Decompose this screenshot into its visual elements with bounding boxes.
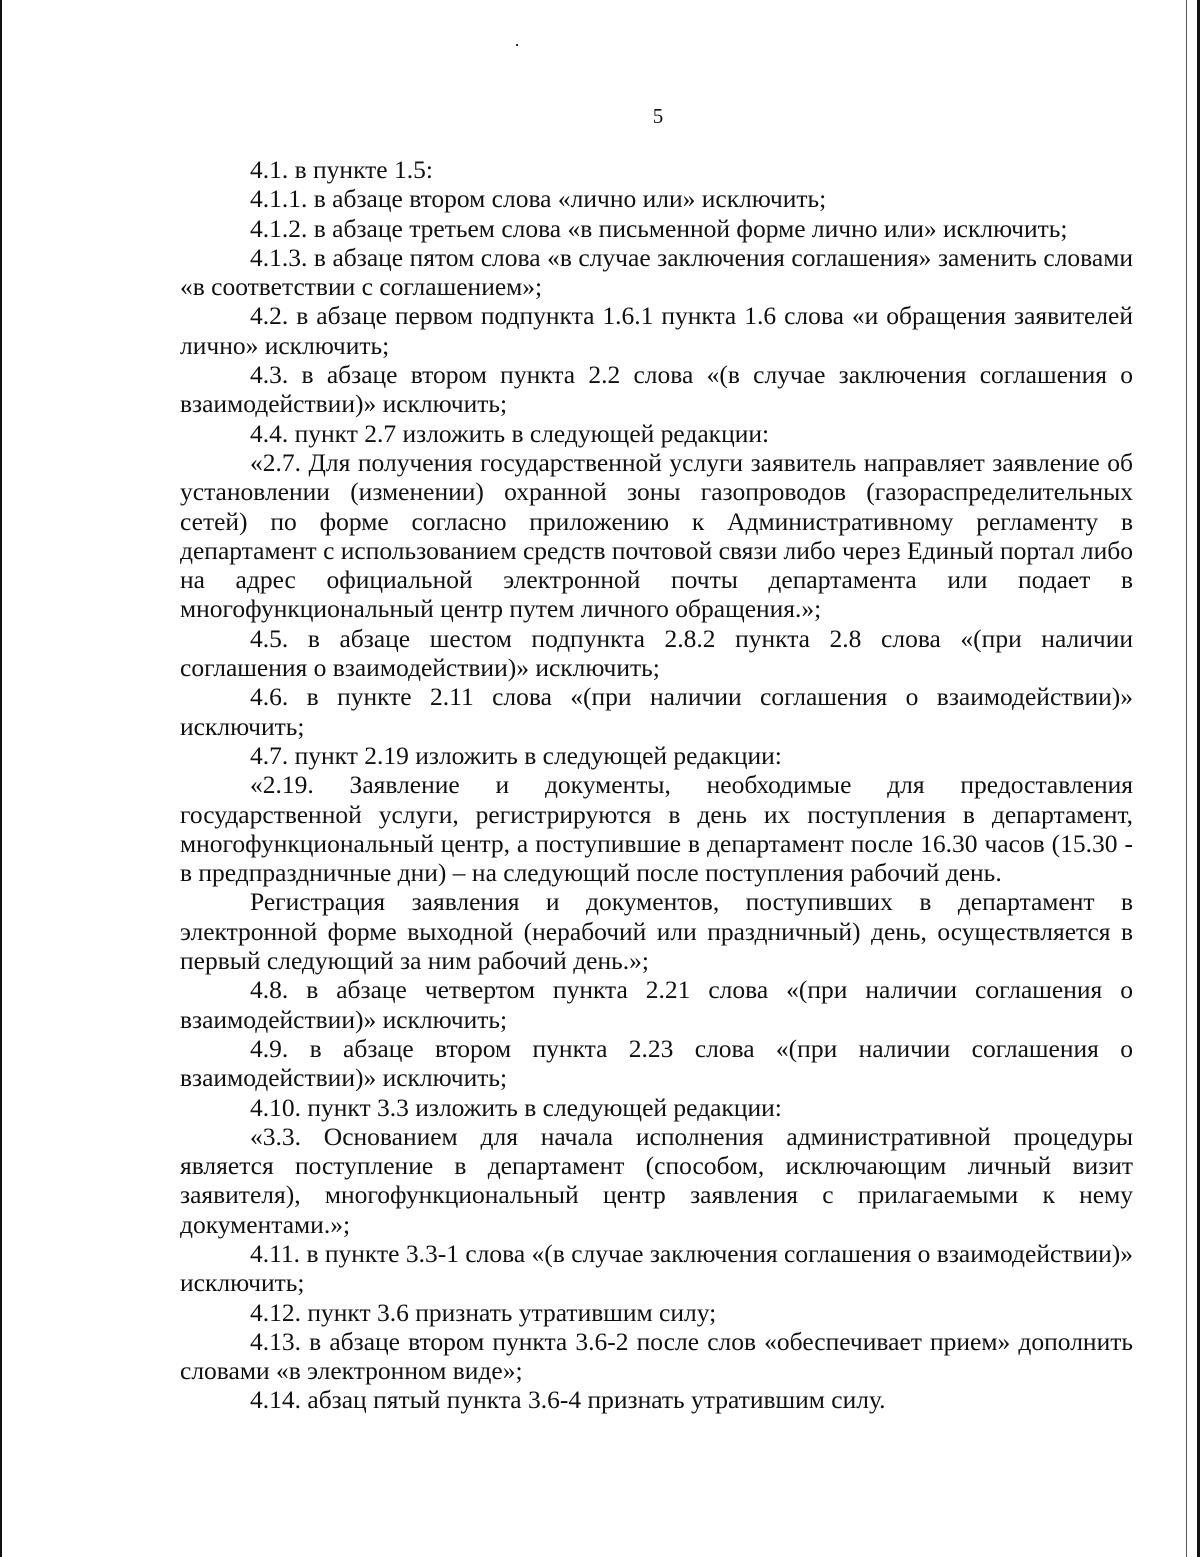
document-body (180, 155, 1133, 1415)
paragraph-4-1-1: 4.1.1. в абзаце втором слова «лично или» исключить; (250, 184, 827, 214)
paragraph-4-5: 4.5. в абзаце шестом подпункта 2.8.2 пункта 2.8 слова «(при наличии соглашения о взаимодействии)» исключить; (180, 623, 1133, 683)
paragraph-4-14: 4.14. абзац пятый пункта 3.6-4 признать утратившим силу. (250, 1385, 886, 1415)
paragraph-4-10: 4.10. пункт 3.3 изложить в следующей редакции: (250, 1092, 782, 1122)
paragraph-4-7: 4.7. пункт 2.19 изложить в следующей редакции: (250, 740, 782, 770)
paragraph-registration: Регистрация заявления и документов, поступивших в департамент в электронной форме выходной (нерабочий или праздничный) день, осуществляется в первый следующий за ним рабочий день.»; (180, 887, 1133, 976)
paragraph-4-1-3: 4.1.3. в абзаце пятом слова «в случае заключения соглашения» заменить словами «в соответствии с соглашением»; (180, 242, 1133, 302)
paragraph-4-11: 4.11. в пункте 3.3-1 слова «(в случае заключения соглашения о взаимодействии)» исключить; (180, 1238, 1133, 1298)
paragraph-4-1-2: 4.1.2. в абзаце третьем слова «в письменной форме лично или» исключить; (250, 213, 1068, 243)
paragraph-4-2: 4.2. в абзаце первом подпункта 1.6.1 пункта 1.6 слова «и обращения заявителей лично» исключить; (180, 301, 1133, 360)
scan-edge-line (1186, 0, 1187, 1557)
paragraph-4-8: 4.8. в абзаце четвертом пункта 2.21 слова «(при наличии соглашения о взаимодействии)» исключить; (180, 975, 1133, 1034)
scan-speck (516, 44, 518, 46)
paragraph-4-3: 4.3. в абзаце втором пункта 2.2 слова «(в случае заключения соглашения о взаимодействии)» исключить; (180, 360, 1133, 419)
paragraph-2-19-text: «2.19. Заявление и документы, необходимые для предоставления государственной услуги, регистрируются в день их поступления в департамент, многофункциональный центр, а поступившие в департамент после 16.30 часов (15.30 - в предпраздничные дни) – на следующий после поступления рабочий день. (180, 770, 1133, 888)
page-number: 5 (652, 104, 664, 128)
paragraph-4-6: 4.6. в пункте 2.11 слова «(при наличии соглашения о взаимодействии)» исключить; (180, 682, 1133, 741)
paragraph-4-4: 4.4. пункт 2.7 изложить в следующей редакции: (250, 418, 770, 448)
paragraph-4-1: 4.1. в пункте 1.5: (250, 155, 433, 184)
paragraph-4-13: 4.13. в абзаце втором пункта 3.6-2 после слов «обеспечивает прием» дополнить словами «в электронном виде»; (180, 1326, 1133, 1386)
paragraph-4-9: 4.9. в абзаце втором пункта 2.23 слова «(при наличии соглашения о взаимодействии)» исключить; (180, 1033, 1133, 1093)
paragraph-2-7-text: «2.7. Для получения государственной услуги заявитель направляет заявление об установлении (изменении) охранной зоны газопроводов (газораспределительных сетей) по форме согласно приложению к Административному регламенту в департамент с использованием средств почтовой связи либо через Единый портал либо на адрес официальной электронной почты департамента или подает в многофункциональный центр путем личного обращения.»; (180, 447, 1133, 624)
paragraph-3-3-text: «3.3. Основанием для начала исполнения административной процедуры является поступление в департамент (способом, исключающим личный визит заявителя), многофункциональный центр заявления с прилагаемыми к нему документами.»; (180, 1121, 1133, 1239)
paragraph-4-12: 4.12. пункт 3.6 признать утратившим силу; (250, 1297, 717, 1327)
